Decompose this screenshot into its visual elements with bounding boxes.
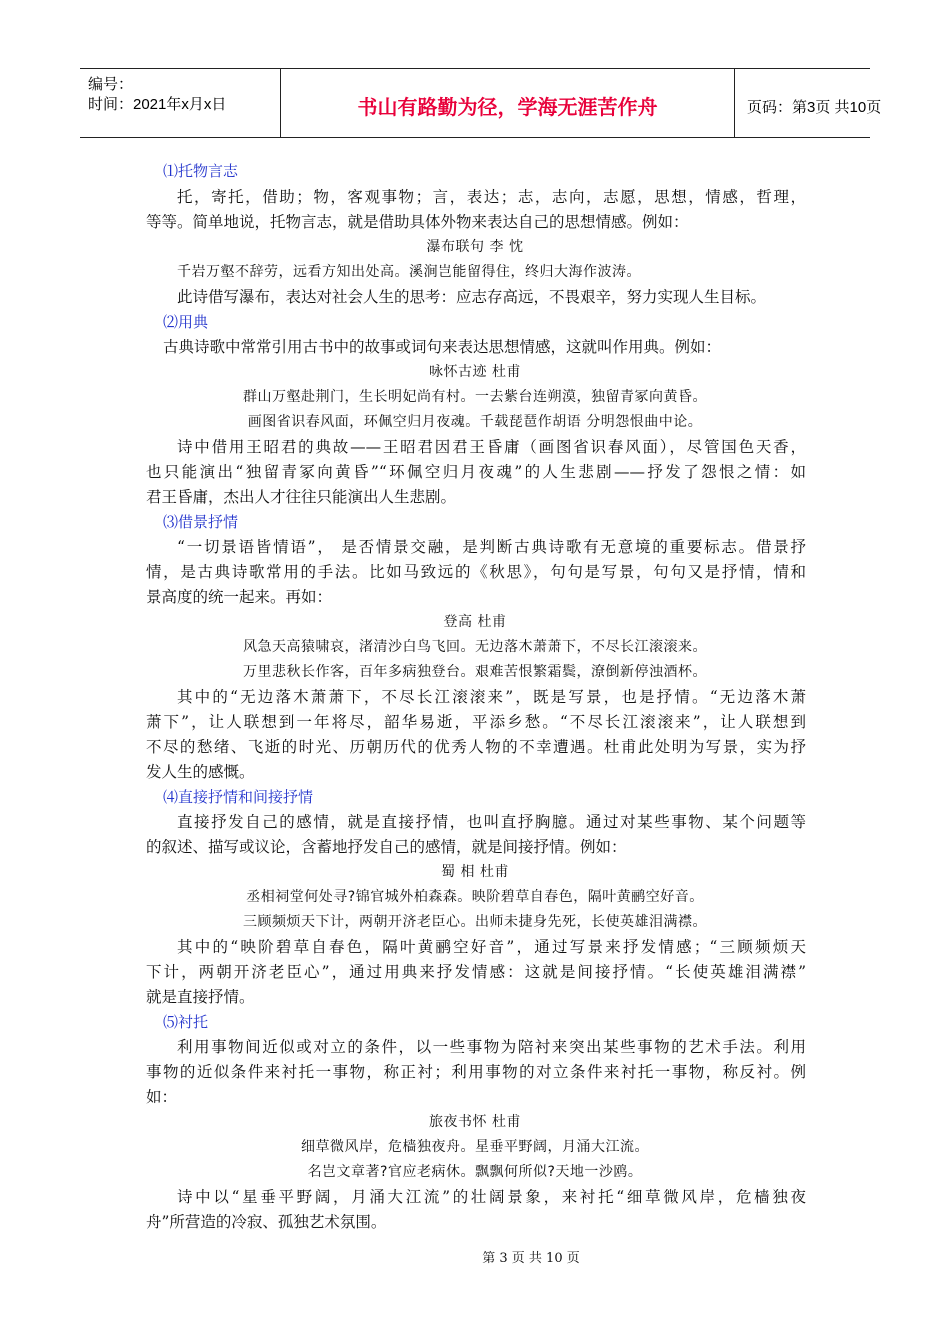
poem-line: 风急天高猿啸哀，渚清沙白鸟飞回。无边落木萧萧下，不尽长江滚滚来。 bbox=[243, 639, 707, 655]
header-motto-cell bbox=[280, 69, 735, 137]
paragraph-line: 其中的“无边落木萧萧下，不尽长江滚滚来”，既是写景，也是抒情。“无边落木萧 bbox=[177, 688, 806, 706]
poem-title: 咏怀古迹 杜甫 bbox=[429, 364, 521, 380]
poem-title: 蜀 相 杜甫 bbox=[441, 864, 509, 880]
section-title: ⑶借景抒情 bbox=[163, 513, 239, 531]
paragraph-line: 景高度的统一起来。再如： bbox=[146, 588, 333, 606]
paragraph-line: 直接抒发自己的感情，就是直接抒情，也叫直抒胸臆。通过对某些事物、某个问题等 bbox=[177, 813, 806, 831]
paragraph-line: 情，是古典诗歌常用的手法。比如马致远的《秋思》，句句是写景，句句又是抒情，情和 bbox=[146, 563, 806, 581]
paragraph-line: 舟”所营造的冷寂、孤独艺术氛围。 bbox=[146, 1213, 387, 1231]
paragraph-line: 其中的“映阶碧草自春色，隔叶黄鹂空好音”，通过写景来抒发情感；“三顾频烦天 bbox=[177, 938, 806, 956]
header-page-cell bbox=[735, 69, 882, 137]
poem-line: 丞相祠堂何处寻?锦官城外柏森森。映阶碧草自春色，隔叶黄鹂空好音。 bbox=[246, 889, 704, 905]
paragraph-line: 托，寄托，借助；物，客观事物；言，表达；志，志向，志愿，思想，情感，哲理， bbox=[177, 188, 806, 206]
section-title: ⑸衬托 bbox=[163, 1013, 209, 1031]
poem-line: 万里悲秋长作客，百年多病独登台。艰难苦恨繁霜鬓，潦倒新停浊酒杯。 bbox=[243, 664, 707, 680]
page-footer: 第 3 页 共 10 页 bbox=[482, 1251, 580, 1266]
poem-line: 千岩万壑不辞劳，远看方知出处高。溪涧岂能留得住，终归大海作波涛。 bbox=[177, 264, 641, 280]
paragraph-line: 也只能演出“独留青冢向黄昏”“环佩空归月夜魂”的人生悲剧——抒发了怨恨之情：如 bbox=[146, 463, 806, 481]
paragraph-line: 诗中以“星垂平野阔，月涌大江流”的壮阔景象，来衬托“细草微风岸，危樯独夜 bbox=[177, 1188, 806, 1206]
poem-title: 瀑布联句 李 忱 bbox=[426, 239, 524, 255]
document-number: 编号： bbox=[88, 76, 134, 93]
paragraph-line: 利用事物间近似或对立的条件，以一些事物为陪衬来突出某些事物的艺术手法。利用 bbox=[177, 1038, 806, 1056]
header-meta-cell bbox=[80, 69, 280, 137]
poem-line: 三顾频烦天下计，两朝开济老臣心。出师未捷身先死，长使英雄泪满襟。 bbox=[243, 914, 707, 930]
paragraph-line: 等等。简单地说，托物言志，就是借助具体外物来表达自己的思想情感。例如： bbox=[146, 213, 689, 231]
paragraph-line: 古典诗歌中常常引用古书中的故事或词句来表达思想情感，这就叫作用典。例如： bbox=[163, 338, 722, 356]
page-header bbox=[80, 68, 882, 138]
paragraph-line: 就是直接抒情。 bbox=[146, 988, 255, 1006]
poem-line: 细草微风岸，危樯独夜舟。星垂平野阔，月涌大江流。 bbox=[301, 1139, 649, 1155]
paragraph-line: 如： bbox=[146, 1088, 178, 1106]
poem-title: 旅夜书怀 杜甫 bbox=[429, 1114, 521, 1130]
paragraph-line: “一切景语皆情语”， 是否情景交融，是判断古典诗歌有无意境的重要标志。借景抒 bbox=[177, 538, 806, 556]
poem-title: 登高 杜甫 bbox=[443, 614, 507, 630]
motto: 书山有路勤为径，学海无涯苦作舟 bbox=[357, 95, 658, 119]
page-info: 页码：第3页 共10页 bbox=[747, 99, 882, 116]
paragraph-line: 不尽的愁绪、飞逝的时光、历朝历代的优秀人物的不幸遭遇。杜甫此处明为写景，实为抒 bbox=[146, 738, 806, 756]
section-title: ⑵用典 bbox=[163, 313, 209, 331]
paragraph-line: 发人生的感慨。 bbox=[146, 763, 255, 781]
document-date: 时间：2021年x月x日 bbox=[88, 96, 227, 113]
paragraph-line: 下计，两朝开济老臣心”，通过用典来抒发情感：这就是间接抒情。“长使英雄泪满襟” bbox=[146, 963, 806, 981]
paragraph-line: 萧下”，让人联想到一年将尽，韶华易逝，平添乡愁。“不尽长江滚滚来”，让人联想到 bbox=[146, 713, 806, 731]
section-title: ⑷直接抒情和间接抒情 bbox=[163, 788, 314, 806]
paragraph-line: 此诗借写瀑布，表达对社会人生的思考：应志存高远，不畏艰辛，努力实现人生目标。 bbox=[177, 288, 767, 306]
poem-line: 画图省识春风面，环佩空归月夜魂。千载琵琶作胡语 分明怨恨曲中论。 bbox=[247, 414, 703, 430]
paragraph-line: 诗中借用王昭君的典故——王昭君因君王昏庸（画图省识春风面），尽管国色天香， bbox=[177, 438, 806, 456]
paragraph-line: 君王昏庸，杰出人才往往只能演出人生悲剧。 bbox=[146, 488, 457, 506]
poem-line: 群山万壑赴荆门，生长明妃尚有村。一去紫台连朔漠，独留青冢向黄昏。 bbox=[243, 389, 707, 405]
paragraph-line: 的叙述、描写或议论，含蓄地抒发自己的感情，就是间接抒情。例如： bbox=[146, 838, 627, 856]
paragraph-line: 事物的近似条件来衬托一事物，称正衬；利用事物的对立条件来衬托一事物，称反衬。例 bbox=[146, 1063, 806, 1081]
poem-line: 名岂文章著?官应老病休。飘飘何所似?天地一沙鸥。 bbox=[307, 1164, 643, 1180]
section-title: ⑴托物言志 bbox=[163, 162, 239, 180]
